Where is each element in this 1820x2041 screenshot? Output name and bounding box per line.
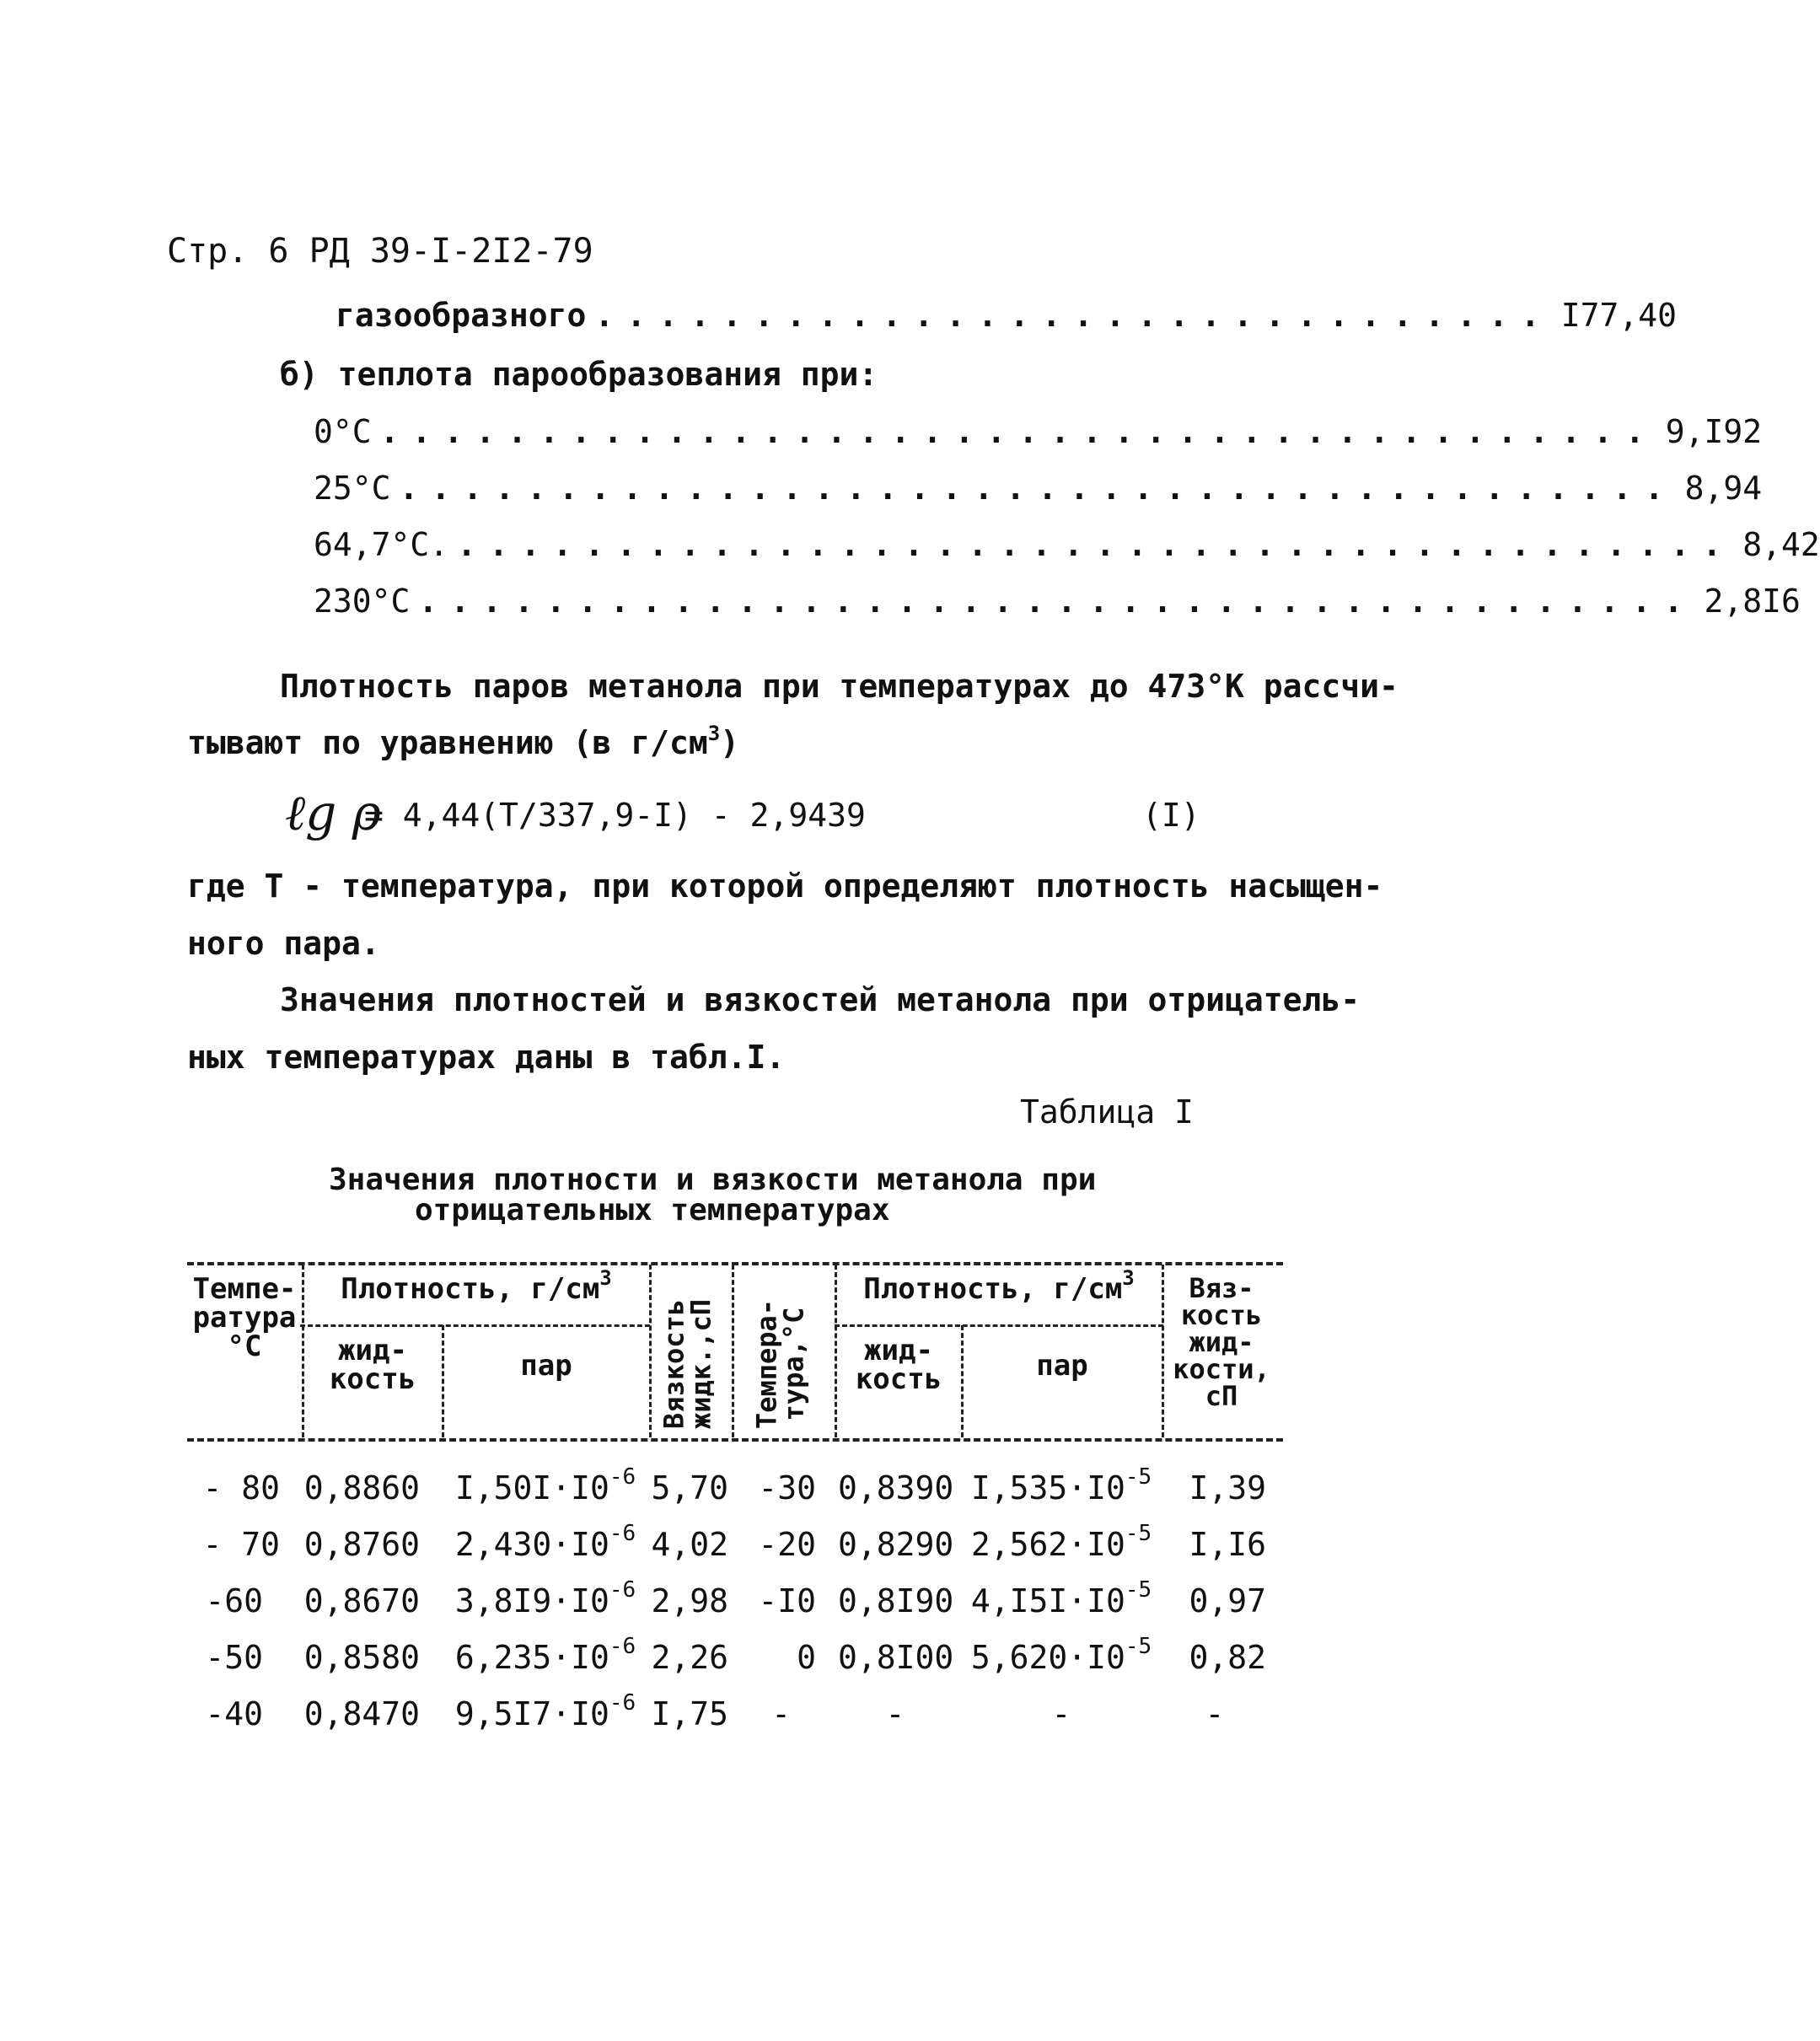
header-density: Плотность, $г/см^3$	[341, 1266, 612, 1306]
cell-vapor: $6,235\cdot I0^{-6}$	[454, 1634, 636, 1676]
paragraph-line: Плотность паров метанола при температурах до 473°К рассчи-	[280, 668, 1399, 705]
header-vapor: пар	[520, 1349, 572, 1383]
cell-viscosity: I,75	[651, 1695, 728, 1732]
cell-viscosity: 4,02	[651, 1526, 728, 1563]
cell-vapor-2: -	[1051, 1695, 1071, 1732]
cell-liquid: 0,8670	[303, 1582, 420, 1619]
cell-liquid: 0,8860	[303, 1469, 420, 1507]
cell-temp-2: -20	[758, 1526, 816, 1563]
header-temperature-rotated: Темпера- тура,°С	[750, 1298, 810, 1430]
table-header-rule	[187, 1438, 1283, 1442]
table-title: отрицательных температурах	[415, 1193, 890, 1227]
cell-vapor: $2,430\cdot I0^{-6}$	[454, 1521, 636, 1563]
cell-viscosity-2: -	[1205, 1695, 1225, 1732]
gaseous-row	[336, 297, 1678, 334]
cell-temp-2: -30	[758, 1469, 816, 1507]
heat-row-temp: 64,7°С.	[314, 526, 449, 563]
cell-viscosity: 5,70	[651, 1469, 728, 1507]
table-col-divider	[1162, 1265, 1164, 1437]
cell-vapor: $I,50I\cdot I0^{-6}$	[454, 1464, 636, 1507]
heat-row-temp: 25°С	[314, 470, 391, 507]
cell-temp: - 70	[202, 1526, 280, 1563]
table-col-divider	[835, 1265, 837, 1437]
gaseous-label: газообразного	[336, 297, 587, 334]
heat-row-value: 9,I92	[1665, 413, 1763, 450]
cell-vapor: $9,5I7\cdot I0^{-6}$	[454, 1690, 636, 1732]
formula-number: (I)	[1142, 797, 1200, 834]
header-temperature: Темпе- ратура °С	[192, 1272, 297, 1363]
cell-viscosity-2: I,39	[1189, 1469, 1266, 1507]
table-sub-rule	[300, 1324, 650, 1327]
header-viscosity-liquid: Вяз- кость жид- кости, сП	[1173, 1272, 1270, 1412]
table-col-divider	[442, 1325, 444, 1437]
heat-row-value: 2,8I6	[1704, 583, 1801, 620]
cell-liquid: 0,8760	[303, 1526, 420, 1563]
heat-heading: б) теплота парообразования при:	[280, 356, 878, 393]
heat-row	[314, 583, 1801, 620]
leader-dots: ........................................	[457, 526, 1735, 563]
header-viscosity-rotated: Вязкость жидк.,сП	[658, 1298, 717, 1430]
cell-liquid-2: -	[885, 1695, 905, 1732]
cell-temp: -50	[205, 1639, 263, 1676]
cell-vapor-2: $5,620\cdot I0^{-5}$	[970, 1634, 1152, 1676]
cell-temp: - 80	[202, 1469, 280, 1507]
cell-viscosity: 2,98	[651, 1582, 728, 1619]
leader-dots: ........................................	[399, 470, 1677, 507]
header-density-2: Плотность, $г/см^3$	[863, 1266, 1135, 1306]
leader-dots: ..............................	[594, 297, 1553, 334]
heat-row	[314, 526, 1820, 563]
paragraph-line: ного пара.	[187, 925, 380, 962]
heat-row-value: 8,94	[1684, 470, 1763, 507]
heat-row-temp: 0°С	[314, 413, 372, 450]
cell-vapor-2: $I,535\cdot I0^{-5}$	[970, 1464, 1152, 1507]
cell-viscosity: 2,26	[651, 1639, 728, 1676]
table-label: Таблица I	[1020, 1093, 1194, 1131]
formula-lhs: ℓg ρ	[285, 784, 381, 841]
paragraph-line: где Т - температура, при которой определяют плотность насыщен-	[187, 867, 1383, 905]
cell-vapor-2: $4,I5I\cdot I0^{-5}$	[970, 1577, 1152, 1619]
table-title: Значения плотности и вязкости метанола при	[329, 1163, 1097, 1197]
table-col-divider	[649, 1265, 652, 1437]
heat-row-value: 8,42	[1742, 526, 1820, 563]
leader-dots: ........................................	[379, 413, 1657, 450]
paragraph-line: тывают по уравнению (в $г/см^3$)	[187, 722, 740, 761]
cell-temp-2: 0	[797, 1639, 816, 1676]
cell-liquid-2: 0,8I00	[838, 1639, 954, 1676]
formula-rhs: = 4,44(Т/337,9-I) - 2,9439	[364, 797, 866, 834]
table-col-divider	[732, 1265, 734, 1437]
table-col-divider	[302, 1265, 304, 1437]
cell-temp: -60	[205, 1582, 263, 1619]
cell-temp-2: -I0	[758, 1582, 816, 1619]
cell-temp: -40	[205, 1695, 263, 1732]
leader-dots: ........................................	[418, 583, 1696, 620]
header-liquid: жид- кость	[329, 1334, 416, 1396]
cell-liquid: 0,8580	[303, 1639, 420, 1676]
cell-vapor: $3,8I9\cdot I0^{-6}$	[454, 1577, 636, 1619]
cell-liquid: 0,8470	[303, 1695, 420, 1732]
cell-viscosity-2: I,I6	[1189, 1526, 1266, 1563]
header-vapor-2: пар	[1036, 1349, 1088, 1383]
cell-vapor-2: $2,562\cdot I0^{-5}$	[970, 1521, 1152, 1563]
heat-row-temp: 230°С	[314, 583, 411, 620]
gaseous-value: I77,40	[1560, 297, 1678, 334]
paragraph-line: ных температурах даны в табл.I.	[187, 1039, 786, 1076]
cell-liquid-2: 0,8290	[838, 1526, 954, 1563]
cell-liquid-2: 0,8390	[838, 1469, 954, 1507]
cell-liquid-2: 0,8I90	[838, 1582, 954, 1619]
table-sub-rule	[835, 1324, 1163, 1327]
table-col-divider	[961, 1325, 964, 1437]
cell-viscosity-2: 0,82	[1189, 1639, 1266, 1676]
cell-temp-2: -	[771, 1695, 791, 1732]
heat-row	[314, 413, 1763, 450]
heat-row	[314, 470, 1763, 507]
paragraph-line: Значения плотностей и вязкостей метанола при отрицатель-	[280, 981, 1361, 1018]
header-liquid-2: жид- кость	[855, 1334, 942, 1396]
page-reference: Стр. 6 РД 39-I-2I2-79	[167, 232, 593, 271]
table-top-rule	[187, 1262, 1283, 1265]
cell-viscosity-2: 0,97	[1189, 1582, 1266, 1619]
